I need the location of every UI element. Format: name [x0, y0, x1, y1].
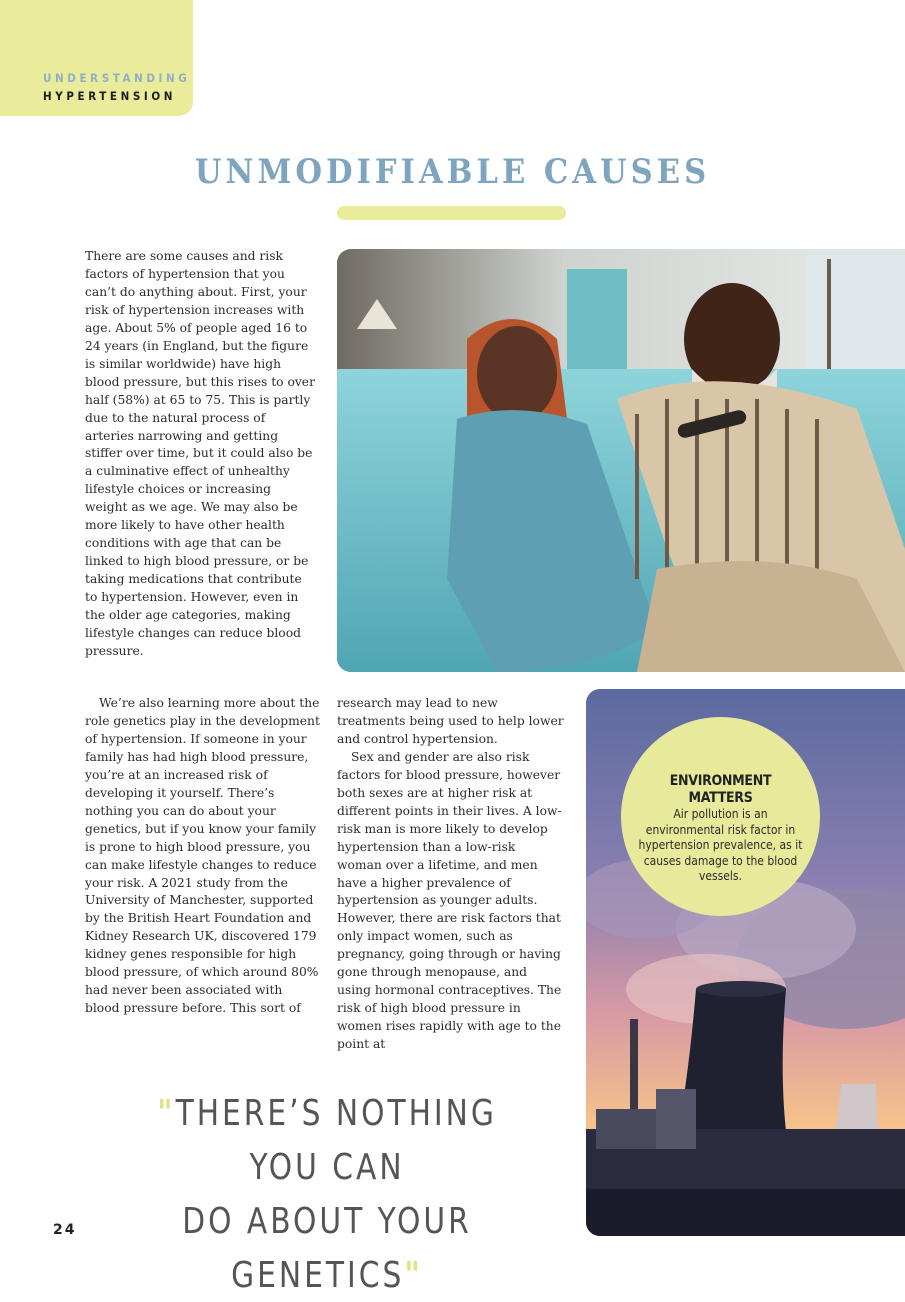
body-column-2: [337, 695, 564, 1054]
environment-callout: [621, 717, 820, 916]
section-label-line2: HYPERTENSION: [43, 89, 176, 103]
callout-heading: ENVIRONMENT MATTERS: [669, 773, 772, 806]
callout-text: Air pollution is an environmental risk factor in hypertension prevalence, as it causes damage to the blood vessels.: [638, 807, 803, 883]
quote-line-1: THERE’S NOTHING YOU CAN: [175, 1091, 497, 1188]
quote-open-mark: ": [157, 1091, 176, 1134]
section-tab: [0, 0, 193, 116]
title-underline-bar: [337, 206, 566, 220]
quote-close-mark: ": [404, 1253, 423, 1296]
body-paragraph: We’re also learning more about the role genetics play in the development of hypertension. If someone in your family has had high blood pressure, you’re at an increased risk of developing it yourself. There’s nothing you can do about your genetics, but if you know your family is prone to high blood pressure, you can make lifestyle changes to reduce your risk. A 2021 study from the University of Manchester, supported by the British Heart Foundation and Kidney Research UK, discovered 179 kidney genes responsible for high blood pressure, of which around 80% had never been associated with blood pressure before. This sort of: [85, 696, 320, 1016]
page-title: UNMODIFIABLE CAUSES: [194, 152, 711, 192]
body-paragraph: There are some causes and risk factors of hypertension that you can’t do anything about. First, your risk of hypertension increases with age. About 5% of people aged 16 to 24 years (in England, but the figure is similar worldwide) have high blood pressure, but this rises to over half (58%) at 65 to 75. This is partly due to the natural process of arteries narrowing and getting stiffer over time, but it could also be a culminative effect of unhealthy lifestyle choices or increasing weight as we age. We may also be more likely to have other health conditions with age that can be linked to high blood pressure, or be taking medications that contribute to hypertension. However, even in the older age categories, making lifestyle changes can reduce blood pressure.: [85, 249, 315, 658]
page-number: 24: [53, 1222, 77, 1238]
section-label-line1: UNDERSTANDING: [43, 71, 191, 85]
body-paragraph: Sex and gender are also risk factors for blood pressure, however both sexes are at higher risk at different points in their lives. A low-risk man is more likely to develop hypertension than a low-risk woman over a lifetime, and men have a higher prevalence of hypertension as younger adults. However, there are risk factors that only impact women, such as pregnancy, going through or having gone through menopause, and using hormonal contraceptives. The risk of high blood pressure in women rises rapidly with age to the point at: [337, 749, 562, 1052]
couple-photo: [337, 249, 905, 672]
quote-line-2: DO ABOUT YOUR GENETICS: [182, 1199, 472, 1296]
pull-quote: [118, 1086, 536, 1302]
body-column-1-top: [85, 248, 317, 661]
couple-photo-illustration: [337, 249, 905, 672]
body-column-1-bottom: [85, 695, 320, 1018]
body-paragraph: research may lead to new treatments being used to help lower and control hypertension.: [337, 696, 564, 746]
